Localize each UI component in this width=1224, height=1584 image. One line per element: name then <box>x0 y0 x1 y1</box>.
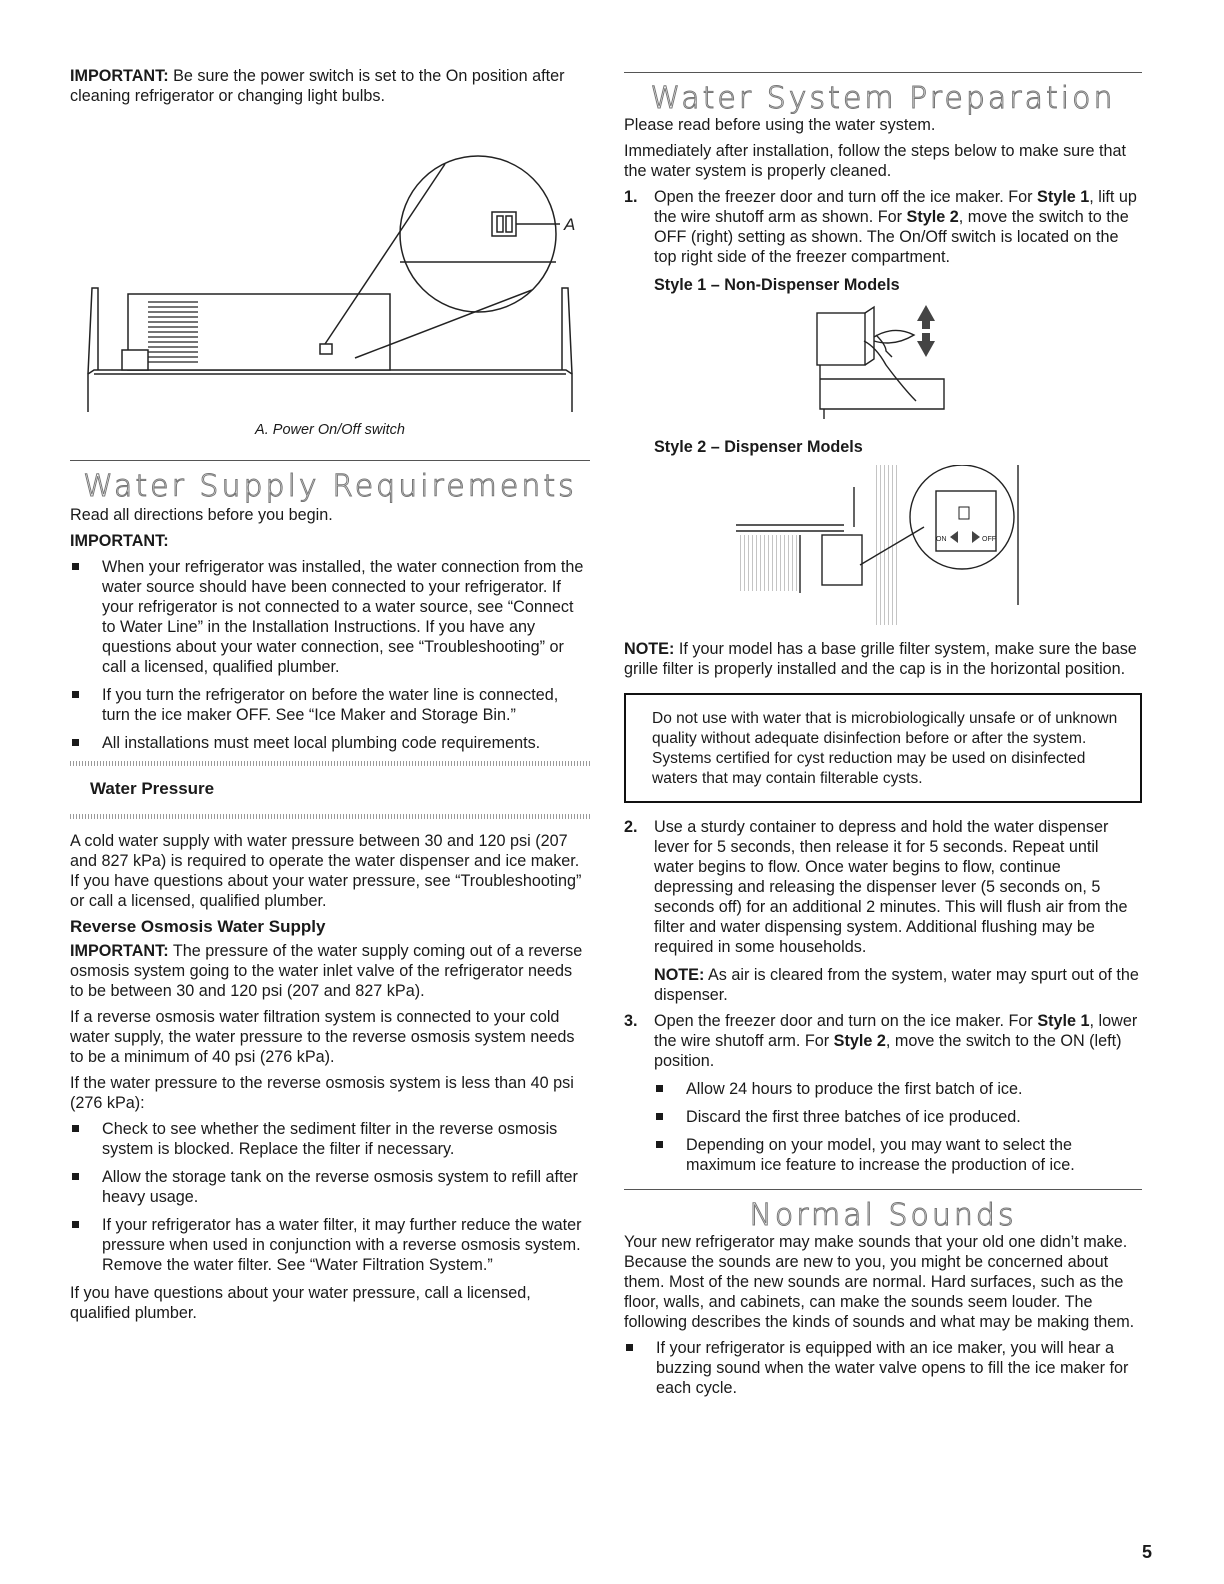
section-rule <box>70 460 590 461</box>
list-item: When your refrigerator was installed, the water connection from the water source should have been connected to your refrigerator. If your refrigerator is not connected to a water source, see “Connect to Water Line” in the Installation Instructions. If you have any questions about your water connection, see “Troubleshooting” or call a licensed, qualified plumber. <box>70 557 590 677</box>
sounds-title: Normal Sounds <box>749 1198 1017 1233</box>
sounds-p1: Your new refrigerator may make sounds that your old one didn’t make. Because the sounds are new to you, you might be concerned about them. Most of the new sounds are normal. Hard surfaces, such as the floor, walls, and cabinets, can make the sounds seem louder. The following describes the kinds of sounds and what may be making them. <box>624 1233 1135 1331</box>
list-item: All installations must meet local plumbing code requirements. <box>70 733 590 753</box>
step-1: 1. Open the freezer door and turn off the ice maker. For Style 1, lift up the wire shutoff arm as shown. For Style 2, move the switch to the OFF (right) setting as shown. The On/Off switch is located on the top right side of the freezer compartment. <box>624 188 1137 266</box>
warning-box: Do not use with water that is microbiologically unsafe or of unknown quality without adequate disinfection before or after the system. Systems certified for cyst reduction may be used on disinfected waters that may contain filterable cysts. <box>624 693 1142 803</box>
callout-a: A <box>564 215 576 234</box>
list-item: Discard the first three batches of ice produced. <box>654 1107 1142 1127</box>
page-number: 5 <box>1141 1542 1152 1562</box>
switch-off-label: OFF <box>982 536 996 543</box>
step-3: 3. Open the freezer door and turn on the ice maker. For Style 1, lower the wire shutoff arm. For Style 2, move the switch to the ON (left) position. <box>624 1012 1138 1070</box>
right-column <box>624 66 1142 1406</box>
list-item: Allow the storage tank on the reverse osmosis system to refill after heavy usage. <box>70 1167 590 1207</box>
band-bottom <box>70 814 590 819</box>
supply-intro: Read all directions before you begin. <box>70 506 333 524</box>
list-item: Check to see whether the sediment filter in the reverse osmosis system is blocked. Replace the filter if necessary. <box>70 1119 590 1159</box>
supply-title: Water Supply Requirements <box>83 469 577 504</box>
ro-closing: If you have questions about your water pressure, call a licensed, qualified plumber. <box>70 1284 531 1322</box>
step-2-note: NOTE: As air is cleared from the system, water may spurt out of the dispenser. <box>654 966 1139 1004</box>
pressure-header <box>70 761 590 819</box>
ro-p3: If the water pressure to the reverse osmosis system is less than 40 psi (276 kPa): <box>70 1074 574 1112</box>
list-item: If your refrigerator has a water filter, it may further reduce the water pressure when used in conjunction with a reverse osmosis system. Remove the water filter. See “Water Filtration System.” <box>70 1215 590 1275</box>
style2-illustration <box>624 465 1142 625</box>
arrow-down-icon <box>917 333 935 357</box>
section-rule <box>624 1189 1142 1190</box>
section-rule <box>624 72 1142 73</box>
ro-important: IMPORTANT: The pressure of the water supply coming out of a reverse osmosis system going to the water inlet valve of the refrigerator needs to be between 30 and 120 psi (207 and 827 kPa). <box>70 942 583 1000</box>
figure-caption: A. Power On/Off switch <box>255 422 405 438</box>
style2-caption: Style 2 – Dispenser Models <box>654 438 863 456</box>
prep-p1: Please read before using the water system. <box>624 116 936 134</box>
pressure-title: Water Pressure <box>90 779 215 798</box>
list-item: Depending on your model, you may want to select the maximum ice feature to increase the production of ice. <box>654 1135 1142 1175</box>
band-top <box>70 761 590 766</box>
important-note: IMPORTANT: Be sure the power switch is set to the On position after cleaning refrigerator or changing light bulbs. <box>70 67 565 105</box>
list-item: Allow 24 hours to produce the first batch of ice. <box>654 1079 1142 1099</box>
style1-illustration <box>624 301 1142 419</box>
style1-caption: Style 1 – Non-Dispenser Models <box>654 276 900 294</box>
step-2: 2. Use a sturdy container to depress and hold the water dispenser lever for 5 seconds, then release it for 5 seconds. Repeat until water begins to flow. Once water begins to flow, continue depressing and releasing the dispenser lever (5 seconds on, 5 seconds off) for an additional 2 minutes. This will flush air from the filter and water dispensing system. Additional flushing may be required in some households. <box>624 818 1128 956</box>
ro-title: Reverse Osmosis Water Supply <box>70 917 326 936</box>
pressure-text: A cold water supply with water pressure between 30 and 120 psi (207 and 827 kPa) is required to operate the water dispenser and ice maker. If you have questions about your water pressure, see “Troubleshooting” or call a licensed, qualified plumber. <box>70 832 582 910</box>
base-grille-note: NOTE: If your model has a base grille filter system, make sure the base grille filter is properly installed and the cap is in the horizontal position. <box>624 640 1137 678</box>
ro-p2: If a reverse osmosis water filtration system is connected to your cold water supply, the water pressure to the reverse osmosis system needs to be a minimum of 40 psi (276 kPa). <box>70 1008 575 1066</box>
switch-on-label: ON <box>936 536 947 543</box>
arrow-up-icon <box>917 305 935 329</box>
power-switch-illustration <box>70 112 590 412</box>
list-item: If your refrigerator is equipped with an ice maker, you will hear a buzzing sound when the water valve opens to fill the ice maker for each cycle. <box>624 1338 1142 1398</box>
list-item: If you turn the refrigerator on before the water line is connected, turn the ice maker OFF. See “Ice Maker and Storage Bin.” <box>70 685 590 725</box>
supply-important: IMPORTANT: <box>70 532 169 550</box>
left-column <box>70 66 590 1329</box>
prep-title: Water System Preparation <box>650 81 1116 116</box>
prep-p2: Immediately after installation, follow the steps below to make sure that the water system is properly cleaned. <box>624 142 1127 180</box>
